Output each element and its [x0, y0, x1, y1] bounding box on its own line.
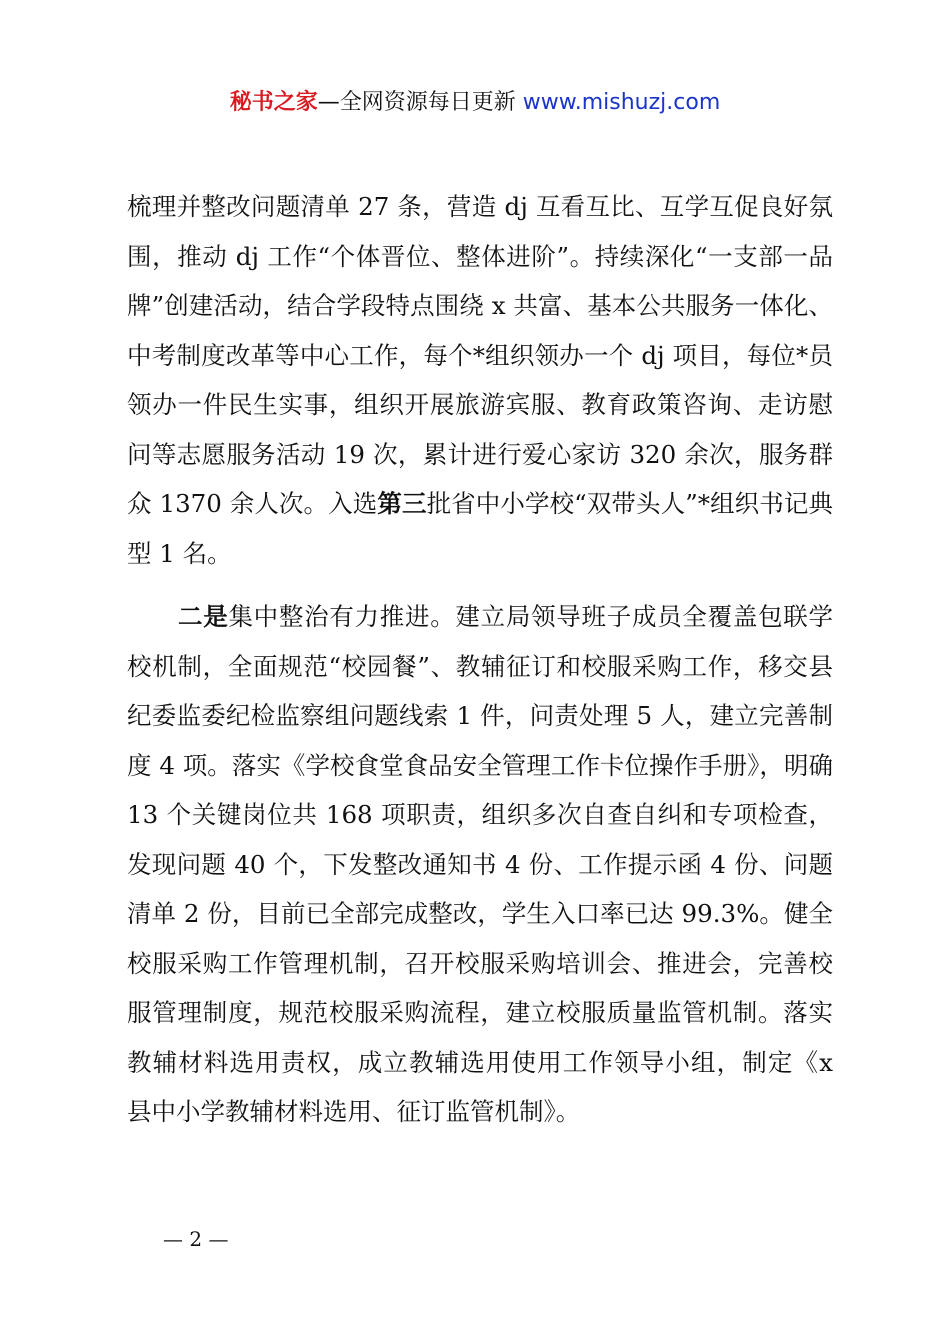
paragraph-2-text: 集中整治有力推进。建立局领导班子成员全覆盖包联学校机制，全面规范“校园餐”、教辅征订和校服采购工作，移交县纪委监委纪检监察组问题线索 1 件，问责处理 5 人，建立完善制度 4 项。落实《学校食堂食品安全管理工作卡位操作手册》，明确 13 个关键岗位共 168 项职责，组织多次自查自纠和专项检查，发现问题 40 个，下发整改通知书 4 份、工作提示函 4 份、问题清单 2 份，目前已全部完成整改，学生入口率已达 99.3%。健全校服采购工作管理机制，召开校服采购培训会、推进会，完善校服管理制度，规范校服采购流程，建立校服质量监管机制。落实教辅材料选用责权，成立教辅选用使用工作领导小组，制定《x 县中小学教辅材料选用、征订监管机制》。: [127, 602, 834, 1126]
site-header: [0, 86, 950, 120]
page-number: — 2 —: [163, 1227, 229, 1251]
header-tagline: —全网资源每日更新: [317, 90, 523, 115]
paragraph-1-rest: 批省中小学校“双带头人”*组织书记典型 1 名。: [127, 489, 833, 568]
paragraph-1: [127, 182, 833, 578]
paragraph-1-text: 梳理并整改问题清单 27 条，营造 dj 互看互比、互学互促良好氛围，推动 dj 工作“个体晋位、整体进阶”。持续深化“一支部一品牌”创建活动，结合学段特点围绕 x 共富、基本公共服务一体化、中考制度改革等中心工作，每个*组织领办一个 dj 项目，每位*员领办一件民生实事，组织开展旅游宾服、教育政策咨询、走访慰问等志愿服务活动 19 次，累计进行爱心家访 320 余次，服务群众 1370 余人次。入选: [127, 192, 833, 518]
paragraph-2-lead: 二是: [178, 602, 229, 631]
paragraph-1-bold: 第三: [377, 489, 427, 518]
paragraph-2: [127, 592, 833, 1137]
brand-name: 秘书之家: [229, 90, 318, 115]
site-url-link[interactable]: www.mishuzj.com: [522, 90, 721, 115]
